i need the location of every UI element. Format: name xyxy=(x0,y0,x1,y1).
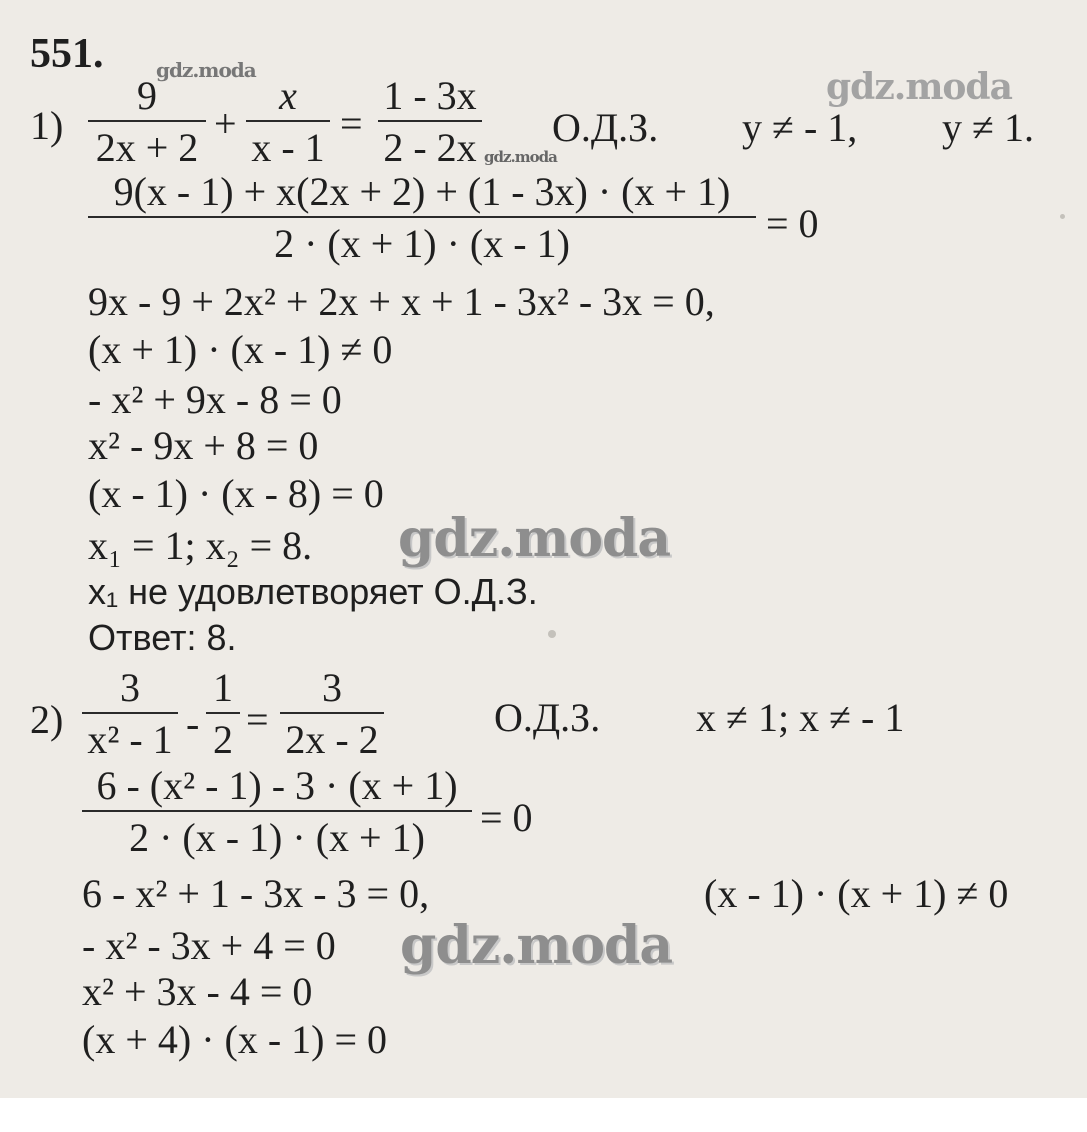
scan-speck xyxy=(1060,214,1065,219)
part1-odz-condition-2: y ≠ 1. xyxy=(942,105,1034,150)
part2-odz-condition: x ≠ 1; x ≠ - 1 xyxy=(696,695,905,740)
part2-line-4: (x + 4) · (x - 1) = 0 xyxy=(82,1017,388,1062)
part1-answer: Ответ: 8. xyxy=(88,617,237,658)
part2-fraction-c-num: 3 xyxy=(322,665,342,710)
part1-fraction-b xyxy=(246,74,330,170)
part2-fraction-a-num: 3 xyxy=(120,665,140,710)
part1-combined-rhs: = 0 xyxy=(766,201,819,246)
part1-fraction-b-den: x - 1 xyxy=(251,125,325,170)
part1-fraction-c-den: 2 - 2x xyxy=(383,125,477,170)
part1-fraction-b-num: x xyxy=(279,73,297,118)
part2-fraction-b xyxy=(206,666,240,762)
fraction-bar xyxy=(88,216,756,218)
part1-fraction-a-num: 9 xyxy=(137,73,157,118)
part1-odz-label: О.Д.З. xyxy=(552,105,659,150)
part1-fraction-a-den: 2x + 2 xyxy=(95,125,199,170)
watermark-top-right: gdz.moda xyxy=(826,66,1012,108)
part1-line-7: x₁ не удовлетворяет О.Д.З. xyxy=(88,571,538,612)
part1-fraction-c xyxy=(378,74,482,170)
part1-line-4: x² - 9x + 8 = 0 xyxy=(88,423,319,468)
part1-line-5: (x - 1) · (x - 8) = 0 xyxy=(88,471,384,516)
part2-fraction-b-num: 1 xyxy=(213,665,233,710)
part2-fraction-a xyxy=(82,666,178,762)
part2-minus: - xyxy=(186,701,200,746)
part1-label: 1) xyxy=(30,103,64,148)
fraction-bar xyxy=(378,120,482,122)
part2-odz-label: О.Д.З. xyxy=(494,695,601,740)
problem-number: 551. xyxy=(30,31,104,77)
part2-line-1: 6 - x² + 1 - 3x - 3 = 0, xyxy=(82,871,430,916)
watermark-middle-1: gdz.moda xyxy=(398,508,671,569)
part1-combined-fraction xyxy=(88,170,756,266)
part1-plus: + xyxy=(214,101,237,146)
part1-fraction-a xyxy=(88,74,206,170)
part1-combined-den: 2 · (x + 1) · (x - 1) xyxy=(274,221,570,266)
part2-fraction-c-den: 2x - 2 xyxy=(285,717,379,762)
part1-fraction-c-num: 1 - 3x xyxy=(383,73,477,118)
part1-line-6: x₁ = 1; x₂ = 8. xyxy=(88,523,313,568)
fraction-bar xyxy=(246,120,330,122)
watermark-tiny: gdz.moda xyxy=(484,148,557,166)
part1-line-3: - x² + 9x - 8 = 0 xyxy=(88,377,342,422)
part1-line-1: 9x - 9 + 2x² + 2x + x + 1 - 3x² - 3x = 0, xyxy=(88,279,715,324)
part2-label: 2) xyxy=(30,697,64,742)
fraction-bar xyxy=(206,712,240,714)
part2-combined-den: 2 · (x - 1) · (x + 1) xyxy=(129,815,425,860)
part2-line-2: - x² - 3x + 4 = 0 xyxy=(82,923,336,968)
part2-combined-fraction xyxy=(82,764,472,860)
fraction-bar xyxy=(280,712,384,714)
part1-line-2: (x + 1) · (x - 1) ≠ 0 xyxy=(88,327,393,372)
fraction-bar xyxy=(82,712,178,714)
part2-line-1-side: (x - 1) · (x + 1) ≠ 0 xyxy=(704,871,1009,916)
fraction-bar xyxy=(88,120,206,122)
scan-speck xyxy=(548,630,556,638)
part1-odz-condition-1: y ≠ - 1, xyxy=(742,105,858,150)
part1-combined-num: 9(x - 1) + x(2x + 2) + (1 - 3x) · (x + 1) xyxy=(113,169,731,214)
part2-equals: = xyxy=(246,697,269,742)
part2-fraction-a-den: x² - 1 xyxy=(87,717,173,762)
part2-fraction-b-den: 2 xyxy=(213,717,233,762)
watermark-middle-2: gdz.moda xyxy=(400,915,673,976)
watermark-small: gdz.moda xyxy=(156,58,256,82)
part2-combined-num: 6 - (x² - 1) - 3 · (x + 1) xyxy=(96,763,458,808)
fraction-bar xyxy=(82,810,472,812)
part2-combined-rhs: = 0 xyxy=(480,795,533,840)
part1-equals: = xyxy=(340,101,363,146)
part2-line-3: x² + 3x - 4 = 0 xyxy=(82,969,313,1014)
part2-fraction-c xyxy=(280,666,384,762)
